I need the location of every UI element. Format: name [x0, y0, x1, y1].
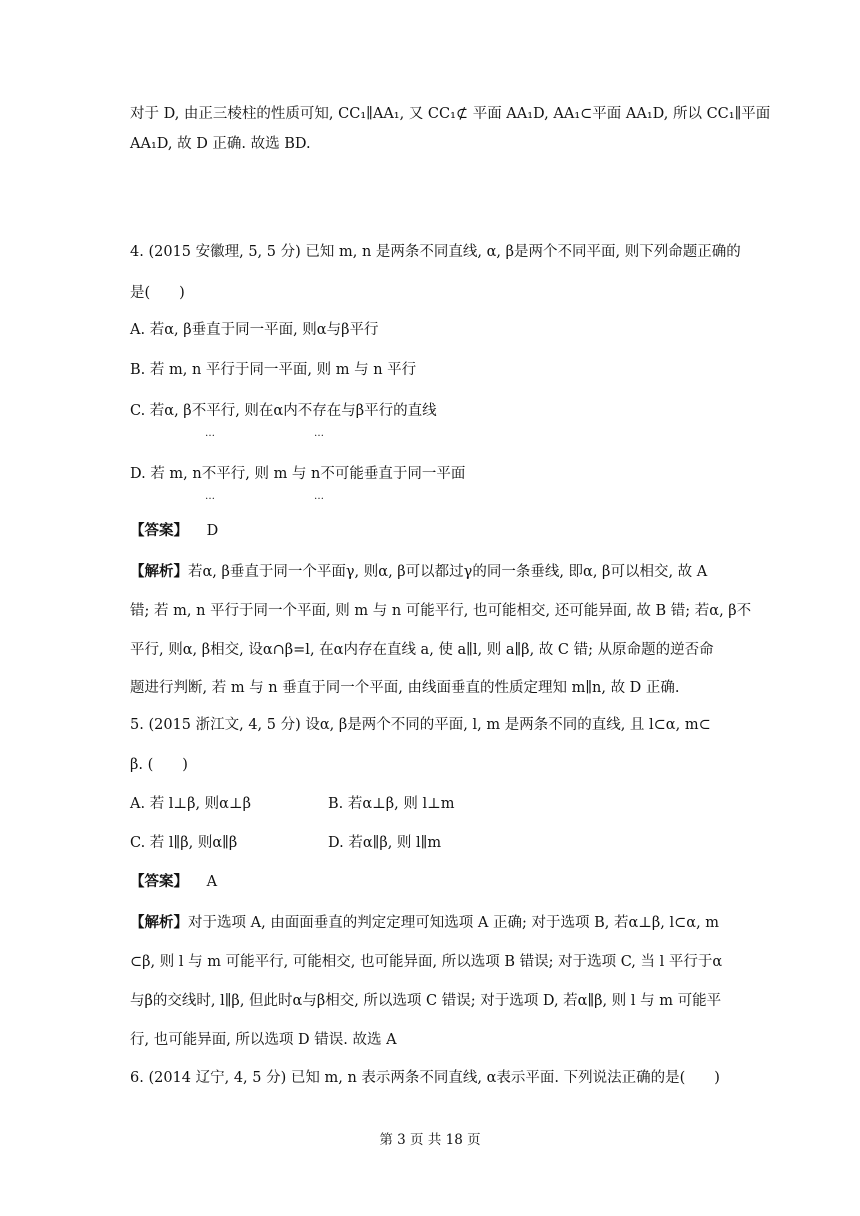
- answer-label: 【答案】: [130, 873, 188, 890]
- answer-4: [130, 521, 218, 541]
- question-5-option-b: B. 若α⊥β, 则 l⊥m: [328, 796, 455, 812]
- question-5-option-d: D. 若α∥β, 则 l∥m: [328, 835, 442, 851]
- explanation-text: 对于选项 A, 由面面垂直的判定定理可知选项 A 正确; 对于选项 B, 若α⊥β, l⊂α, m: [188, 915, 720, 931]
- question-4-option-b: B. 若 m, n 平行于同一平面, 则 m 与 n 平行: [130, 362, 417, 378]
- answer-label: 【答案】: [130, 522, 188, 539]
- emphasis-mark: …: [205, 491, 216, 502]
- question-5-stem: 5. (2015 浙江文, 4, 5 分) 设α, β是两个不同的平面, l, m 是两条不同的直线, 且 l⊂α, m⊂: [130, 717, 711, 733]
- explanation-4-line-4: 题进行判断, 若 m 与 n 垂直于同一个平面, 由线面垂直的性质定理知 m∥n, 故 D 正确.: [130, 680, 680, 696]
- explanation-4-line-1: [130, 562, 707, 582]
- text-line-2: AA₁D, 故 D 正确. 故选 BD.: [130, 136, 311, 152]
- question-4-option-a: A. 若α, β垂直于同一平面, 则α与β平行: [130, 322, 379, 338]
- emphasis-mark: …: [314, 428, 325, 439]
- explanation-5-line-2: ⊂β, 则 l 与 m 可能平行, 可能相交, 也可能异面, 所以选项 B 错误; 对于选项 C, 当 l 平行于α: [130, 954, 723, 970]
- question-4-option-d: D. 若 m, n不平行, 则 m 与 n不可能垂直于同一平面: [130, 466, 466, 482]
- answer-value: D: [206, 523, 219, 539]
- question-5-option-a: A. 若 l⊥β, 则α⊥β: [130, 796, 251, 812]
- question-4-stem: 4. (2015 安徽理, 5, 5 分) 已知 m, n 是两条不同直线, α, β是两个不同平面, 则下列命题正确的: [130, 244, 741, 260]
- answer-5: [130, 872, 217, 892]
- explanation-label: 【解析】: [130, 914, 188, 931]
- explanation-text: 若α, β垂直于同一个平面γ, 则α, β可以都过γ的同一条垂线, 即α, β可以相交, 故 A: [188, 564, 708, 580]
- emphasis-mark: …: [205, 428, 216, 439]
- explanation-label: 【解析】: [130, 563, 188, 580]
- explanation-5-line-1: [130, 913, 719, 933]
- explanation-4-line-2: 错; 若 m, n 平行于同一个平面, 则 m 与 n 可能平行, 也可能相交, 还可能异面, 故 B 错; 若α, β不: [130, 603, 752, 619]
- question-5-stem-cont: β. ( ): [130, 757, 188, 773]
- explanation-5-line-3: 与β的交线时, l∥β, 但此时α与β相交, 所以选项 C 错误; 对于选项 D, 若α∥β, 则 l 与 m 可能平: [130, 993, 722, 1009]
- question-6-stem: 6. (2014 辽宁, 4, 5 分) 已知 m, n 表示两条不同直线, α表示平面. 下列说法正确的是( ): [130, 1070, 720, 1086]
- explanation-4-line-3: 平行, 则α, β相交, 设α∩β=l, 在α内存在直线 a, 使 a∥l, 则 a∥β, 故 C 错; 从原命题的逆否命: [130, 642, 714, 658]
- question-4-stem-cont: 是( ): [130, 285, 185, 301]
- question-5-option-c: C. 若 l∥β, 则α∥β: [130, 835, 238, 851]
- page-footer: 第 3 页 共 18 页: [379, 1132, 481, 1148]
- answer-value: A: [206, 874, 218, 890]
- text-line-1: 对于 D, 由正三棱柱的性质可知, CC₁∥AA₁, 又 CC₁⊄ 平面 AA₁D, AA₁⊂平面 AA₁D, 所以 CC₁∥平面: [130, 106, 771, 122]
- emphasis-mark: …: [314, 491, 325, 502]
- explanation-5-line-4: 行, 也可能异面, 所以选项 D 错误. 故选 A: [130, 1032, 397, 1048]
- question-4-option-c: C. 若α, β不平行, 则在α内不存在与β平行的直线: [130, 403, 437, 419]
